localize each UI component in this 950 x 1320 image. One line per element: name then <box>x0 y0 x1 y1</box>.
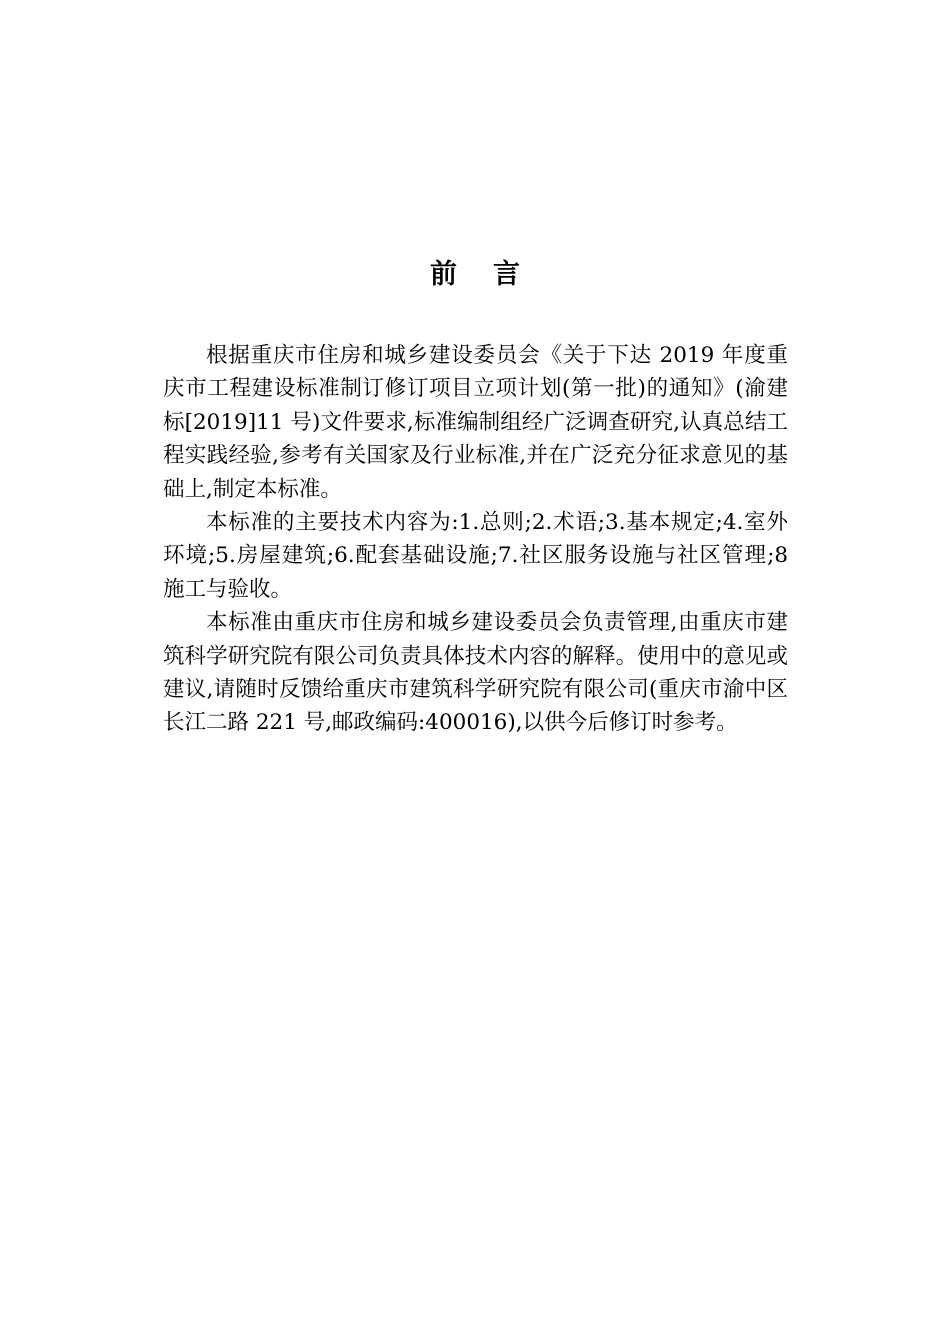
page-title <box>0 252 950 291</box>
title-char-2: 言 <box>493 259 520 290</box>
paragraph-contents: 本标准的主要技术内容为:1.总则;2.术语;3.基本规定;4.室外环境;5.房屋建筑;6.配套基础设施;7.社区服务设施与社区管理;8 施工与验收。 <box>163 510 788 602</box>
paragraph-management: 本标准由重庆市住房和城乡建设委员会负责管理,由重庆市建筑科学研究院有限公司负责具体技术内容的解释。使用中的意见或建议,请随时反馈给重庆市建筑科学研究院有限公司(重庆市渝中区长江二路 221 号,邮政编码:400016),以供今后修订时参考。 <box>163 610 788 736</box>
preface-body <box>163 339 788 740</box>
title-char-1: 前 <box>430 259 457 290</box>
paragraph-basis: 根据重庆市住房和城乡建设委员会《关于下达 2019 年度重庆市工程建设标准制订修订项目立项计划(第一批)的通知》(渝建标[2019]11 号)文件要求,标准编制组经广泛调查研究,认真总结工程实践经验,参考有关国家及行业标准,并在广泛充分征求意见的基础上,制定本标准。 <box>163 343 788 502</box>
